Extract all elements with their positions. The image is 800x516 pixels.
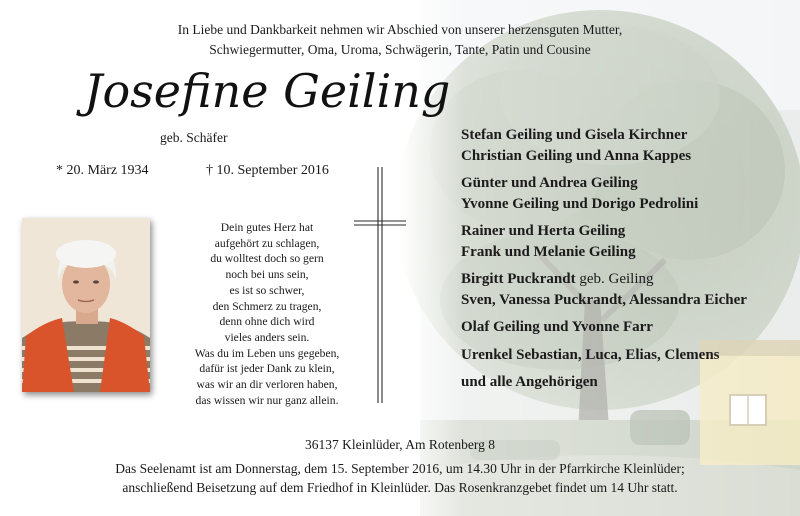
intro-line: Schwiegermutter, Oma, Uroma, Schwägerin, Tante, Patin und Cousine [209, 42, 591, 57]
poem-line: es ist so schwer, [229, 283, 305, 297]
relative-name: Birgitt Puckrandt [461, 271, 576, 287]
service-line: Das Seelenamt ist am Donnerstag, dem 15. September 2016, um 14.30 Uhr in der Pfarrkirche Kleinlüder; [115, 461, 685, 476]
intro-text [120, 20, 680, 60]
portrait-image [22, 218, 150, 392]
home-address: 36137 Kleinlüder, Am Rotenberg 8 [304, 437, 496, 452]
poem-line: dafür ist jeder Dank zu klein, [199, 362, 335, 376]
poem-line: vieles anders sein. [224, 330, 310, 344]
birth-date: * 20. März 1934 [56, 163, 149, 178]
relative-line: Christian Geiling und Anna Kappes [461, 147, 692, 164]
portrait-photo [22, 218, 150, 392]
relatives-group [461, 221, 791, 262]
deceased-name: Josefine Geiling [84, 64, 451, 118]
poem-line: noch bei uns sein, [225, 268, 309, 282]
maiden-name: geb. Schäfer [160, 130, 228, 145]
relatives-group [461, 269, 791, 310]
relative-maiden-note: geb. Geiling [579, 271, 654, 287]
relatives-group [461, 345, 791, 366]
relative-line: Rainer und Herta Geiling [461, 223, 626, 239]
relative-line: Günter und Andrea Geiling [461, 175, 638, 191]
poem-line: das wissen wir nur ganz allein. [195, 393, 339, 407]
poem-line: aufgehört zu schlagen, [214, 236, 320, 250]
poem-line: den Schmerz zu tragen, [212, 299, 322, 313]
poem-line: denn ohne dich wird [219, 315, 315, 329]
relatives-group [461, 125, 791, 166]
service-line: anschließend Beisetzung auf dem Friedhof in Kleinlüder. Das Rosenkranzgebet findet um 14 Uhr statt. [122, 479, 678, 495]
poem-line: Dein gutes Herz hat [220, 221, 314, 234]
relative-line: Sven, Vanessa Puckrandt, Alessandra Eicher [461, 291, 747, 308]
relative-line: Stefan Geiling und Gisela Kirchner [461, 127, 688, 143]
relatives-group [461, 173, 791, 214]
relatives-group [461, 372, 791, 393]
intro-line: In Liebe und Dankbarkeit nehmen wir Abschied von unserer herzensguten Mutter, [177, 22, 623, 37]
cross-icon [352, 165, 408, 405]
relative-line: Olaf Geiling und Yvonne Farr [461, 319, 653, 335]
poem-line: was wir an dir verloren haben, [196, 378, 338, 392]
relatives-list [461, 125, 791, 393]
poem [172, 220, 362, 408]
relatives-group [461, 317, 791, 338]
relative-line: und alle Angehörigen [461, 374, 598, 390]
relative-line: Urenkel Sebastian, Luca, Elias, Clemens [461, 346, 720, 363]
relative-line [461, 269, 791, 290]
relative-line: Frank und Melanie Geiling [461, 243, 636, 260]
poem-line: du wolltest doch so gern [210, 252, 324, 266]
relative-line: Yvonne Geiling und Dorigo Pedrolini [461, 195, 699, 212]
service-info [40, 460, 760, 497]
death-date: † 10. September 2016 [206, 163, 329, 178]
poem-line: Was du im Leben uns gegeben, [194, 346, 340, 360]
